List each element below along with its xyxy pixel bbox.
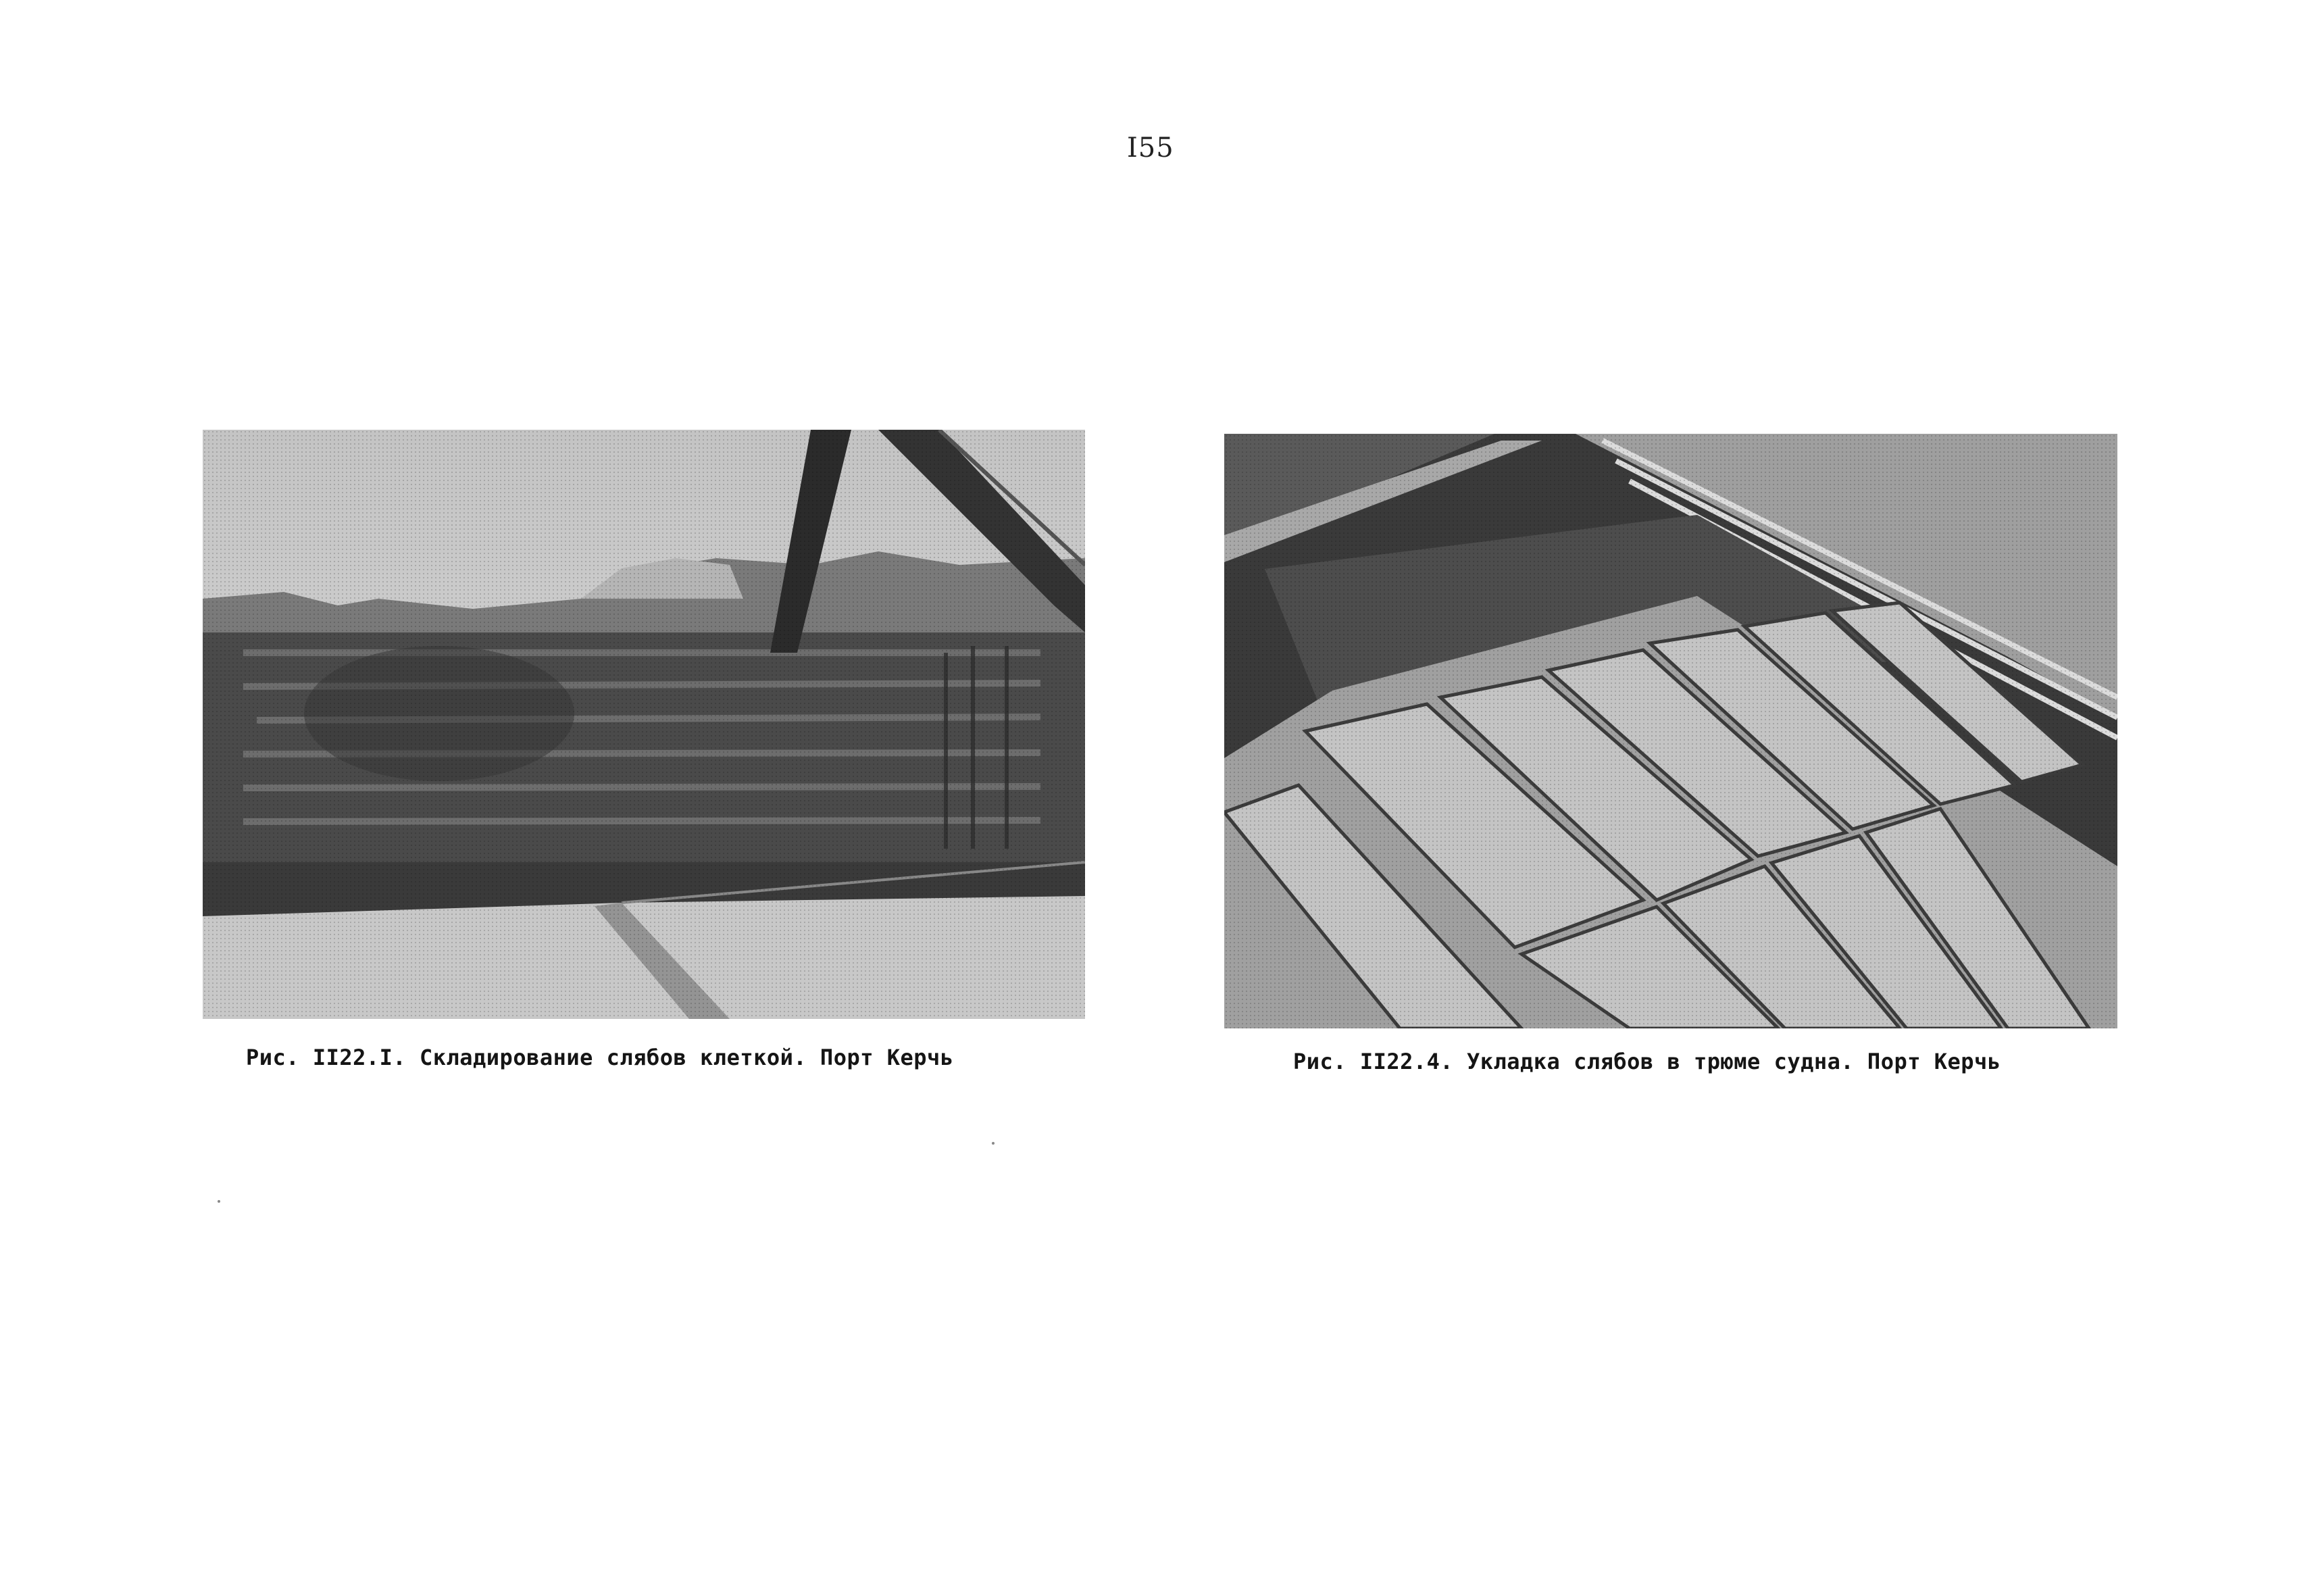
figure-1-caption: Рис. II22.I. Складирование слябов клеткой. Порт Керчь <box>246 1045 954 1070</box>
page-number: I55 <box>1127 132 1174 164</box>
figure-2-photo <box>1224 434 2117 1028</box>
figure-1-photo-image <box>203 430 1085 1019</box>
scan-speck <box>992 1142 995 1145</box>
figure-2-caption: Рис. II22.4. Укладка слябов в трюме судна. Порт Керчь <box>1293 1049 2001 1074</box>
figure-1-photo <box>203 430 1085 1019</box>
scan-speck <box>218 1200 220 1203</box>
figure-2-photo-image <box>1224 434 2117 1028</box>
